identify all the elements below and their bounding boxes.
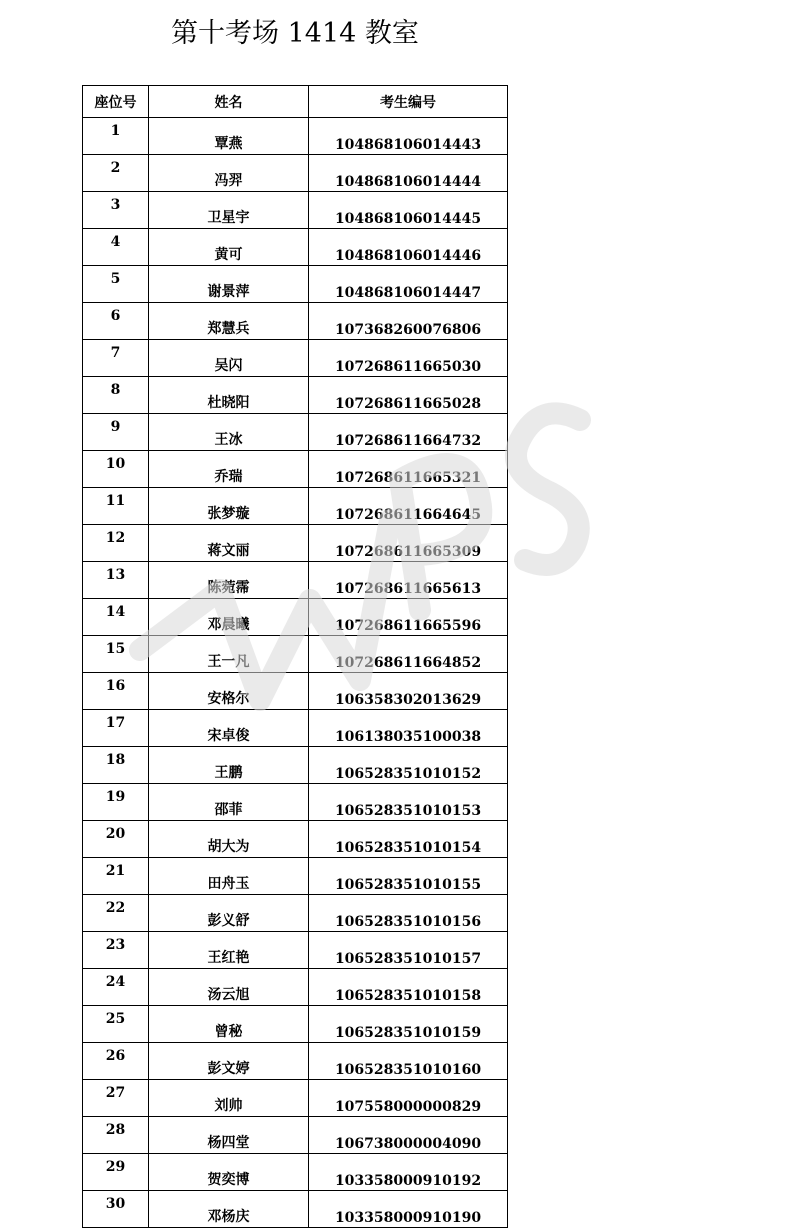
header-exam-id: 考生编号 [309,86,508,118]
seat-number-cell: 10 [83,451,149,488]
seat-number-cell: 20 [83,821,149,858]
seat-number-cell: 29 [83,1154,149,1191]
table-row [83,969,508,1006]
seat-number-cell: 1 [83,118,149,155]
exam-id-cell: 107268611665596 [309,599,508,636]
exam-id-cell: 107368260076806 [309,303,508,340]
seat-number-cell: 17 [83,710,149,747]
table-row [83,1117,508,1154]
exam-id-cell: 107268611665321 [309,451,508,488]
seat-number-cell: 8 [83,377,149,414]
table-row [83,192,508,229]
student-name-cell: 陈菀霈 [149,562,309,599]
table-row [83,266,508,303]
table-row [83,1191,508,1228]
table-row [83,1080,508,1117]
table-row [83,303,508,340]
seat-number-cell: 9 [83,414,149,451]
exam-id-cell: 107268611664645 [309,488,508,525]
table-row [83,858,508,895]
table-row [83,340,508,377]
exam-id-cell: 106528351010158 [309,969,508,1006]
exam-id-cell: 106528351010160 [309,1043,508,1080]
watermark-s-shape [516,413,580,565]
seat-number-cell: 22 [83,895,149,932]
exam-id-cell: 104868106014445 [309,192,508,229]
exam-id-cell: 106528351010153 [309,784,508,821]
table-row [83,1154,508,1191]
seat-number-cell: 27 [83,1080,149,1117]
exam-id-cell: 104868106014446 [309,229,508,266]
student-name-cell: 谢景萍 [149,266,309,303]
table-row [83,895,508,932]
table-row [83,1043,508,1080]
student-name-cell: 王一凡 [149,636,309,673]
table-row [83,377,508,414]
table-row [83,414,508,451]
student-name-cell: 田舟玉 [149,858,309,895]
seat-number-cell: 25 [83,1006,149,1043]
seat-number-cell: 14 [83,599,149,636]
seat-number-cell: 24 [83,969,149,1006]
seat-number-cell: 19 [83,784,149,821]
student-name-cell: 贺奕博 [149,1154,309,1191]
table-row [83,710,508,747]
seat-number-cell: 7 [83,340,149,377]
table-row [83,1006,508,1043]
student-name-cell: 郑慧兵 [149,303,309,340]
seat-number-cell: 23 [83,932,149,969]
page-title: 第十考场 1414 教室 [171,18,419,49]
seat-number-cell: 30 [83,1191,149,1228]
exam-id-cell: 106738000004090 [309,1117,508,1154]
table-row [83,932,508,969]
student-name-cell: 胡大为 [149,821,309,858]
table-row [83,747,508,784]
student-name-cell: 张梦璇 [149,488,309,525]
exam-id-cell: 106528351010156 [309,895,508,932]
exam-id-cell: 104868106014447 [309,266,508,303]
seat-number-cell: 5 [83,266,149,303]
exam-id-cell: 106528351010154 [309,821,508,858]
seat-number-cell: 4 [83,229,149,266]
student-name-cell: 汤云旭 [149,969,309,1006]
exam-id-cell: 103358000910192 [309,1154,508,1191]
exam-id-cell: 107268611664852 [309,636,508,673]
header-seat-number: 座位号 [83,86,149,118]
student-name-cell: 彭义舒 [149,895,309,932]
student-name-cell: 卫星宇 [149,192,309,229]
exam-id-cell: 106138035100038 [309,710,508,747]
table-row [83,451,508,488]
seat-number-cell: 28 [83,1117,149,1154]
student-name-cell: 杨四堂 [149,1117,309,1154]
student-name-cell: 邓晨曦 [149,599,309,636]
student-name-cell: 乔瑞 [149,451,309,488]
student-name-cell: 邓杨庆 [149,1191,309,1228]
table-header-row [83,86,508,118]
student-name-cell: 黄可 [149,229,309,266]
exam-id-cell: 107268611665030 [309,340,508,377]
seat-number-cell: 26 [83,1043,149,1080]
exam-id-cell: 104868106014443 [309,118,508,155]
student-name-cell: 刘帅 [149,1080,309,1117]
student-name-cell: 彭文婷 [149,1043,309,1080]
seat-number-cell: 21 [83,858,149,895]
exam-id-cell: 106528351010155 [309,858,508,895]
student-name-cell: 蒋文丽 [149,525,309,562]
header-name: 姓名 [149,86,309,118]
student-name-cell: 曾秘 [149,1006,309,1043]
seat-number-cell: 2 [83,155,149,192]
exam-id-cell: 107268611665028 [309,377,508,414]
table-row [83,525,508,562]
table-body [83,118,508,1228]
seat-number-cell: 3 [83,192,149,229]
table-row [83,784,508,821]
student-name-cell: 杜晓阳 [149,377,309,414]
student-name-cell: 吴闪 [149,340,309,377]
seat-number-cell: 11 [83,488,149,525]
seat-number-cell: 18 [83,747,149,784]
exam-id-cell: 107268611665613 [309,562,508,599]
table-row [83,636,508,673]
table-row [83,488,508,525]
student-name-cell: 王冰 [149,414,309,451]
table-row [83,155,508,192]
exam-id-cell: 103358000910190 [309,1191,508,1228]
student-name-cell: 安格尔 [149,673,309,710]
seat-number-cell: 15 [83,636,149,673]
table-row [83,562,508,599]
exam-id-cell: 107558000000829 [309,1080,508,1117]
table-row [83,118,508,155]
exam-id-cell: 107268611664732 [309,414,508,451]
seat-number-cell: 6 [83,303,149,340]
seat-number-cell: 13 [83,562,149,599]
table-row [83,599,508,636]
student-name-cell: 冯羿 [149,155,309,192]
exam-id-cell: 106358302013629 [309,673,508,710]
seat-number-cell: 16 [83,673,149,710]
student-name-cell: 宋卓俊 [149,710,309,747]
exam-id-cell: 106528351010152 [309,747,508,784]
exam-id-cell: 107268611665309 [309,525,508,562]
student-name-cell: 邵菲 [149,784,309,821]
table-row [83,821,508,858]
exam-id-cell: 106528351010159 [309,1006,508,1043]
student-name-cell: 王鹏 [149,747,309,784]
student-name-cell: 王红艳 [149,932,309,969]
exam-id-cell: 104868106014444 [309,155,508,192]
table-row [83,673,508,710]
seating-table [82,85,508,1228]
exam-id-cell: 106528351010157 [309,932,508,969]
table-row [83,229,508,266]
seat-number-cell: 12 [83,525,149,562]
student-name-cell: 覃燕 [149,118,309,155]
